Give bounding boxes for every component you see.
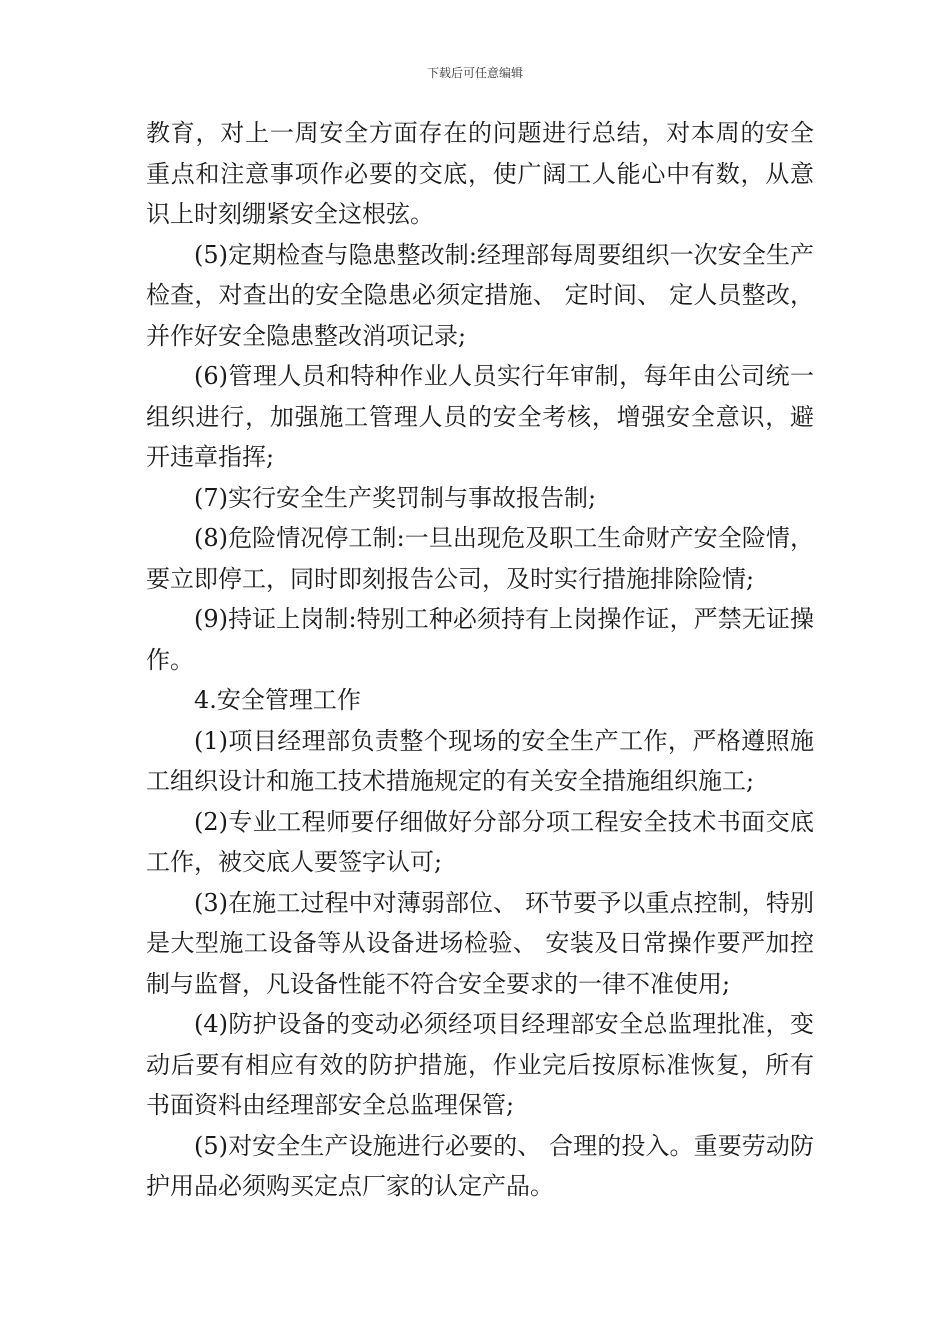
paragraph: (3)在施工过程中对薄弱部位、 环节要予以重点控制，特别是大型施工设备等从设备进场检验、 安装及日常操作要严加控制与监督，凡设备性能不符合安全要求的一律不准使用;: [146, 888, 814, 998]
section-heading: 4.安全管理工作: [194, 686, 361, 714]
paragraph: (4)防护设备的变动必须经项目经理部安全总监理批准，变动后要有相应有效的防护措施，作业完后按原标准恢复，所有书面资料由经理部安全总监理保管;: [146, 1010, 814, 1119]
paragraph: (6)管理人员和特种作业人员实行年审制，每年由公司统一组织进行，加强施工管理人员的安全考核，增强安全意识，避开违章指挥;: [146, 362, 814, 471]
paragraph: (5)对安全生产设施进行必要的、 合理的投入。重要劳动防护用品必须购买定点厂家的认定产品。: [146, 1131, 814, 1200]
paragraph: (2)专业工程师要仔细做好分部分项工程安全技术书面交底工作，被交底人要签字认可;: [146, 807, 814, 876]
paragraph: (7)实行安全生产奖罚制与事故报告制;: [194, 483, 597, 512]
paragraph: 教育，对上一周安全方面存在的问题进行总结，对本周的安全重点和注意事项作必要的交底，使广阔工人能心中有数，从意识上时刻绷紧安全这根弦。: [146, 119, 814, 228]
page-header: 下载后可任意编辑: [426, 66, 523, 80]
document-body: [146, 113, 814, 1207]
paragraph: (9)持证上岗制:特别工种必须持有上岗操作证，严禁无证操作。: [146, 605, 814, 674]
paragraph: (5)定期检查与隐患整改制:经理部每周要组织一次安全生产检查，对查出的安全隐患必须定措施、 定时间、 定人员整改，并作好安全隐患整改消项记录;: [146, 240, 814, 350]
paragraph: (8)危险情况停工制:一旦出现危及职工生命财产安全险情，要立即停工，同时即刻报告公司，及时实行措施排除险情;: [146, 524, 814, 593]
paragraph: (1)项目经理部负责整个现场的安全生产工作，严格遵照施工组织设计和施工技术措施规定的有关安全措施组织施工;: [146, 726, 814, 795]
